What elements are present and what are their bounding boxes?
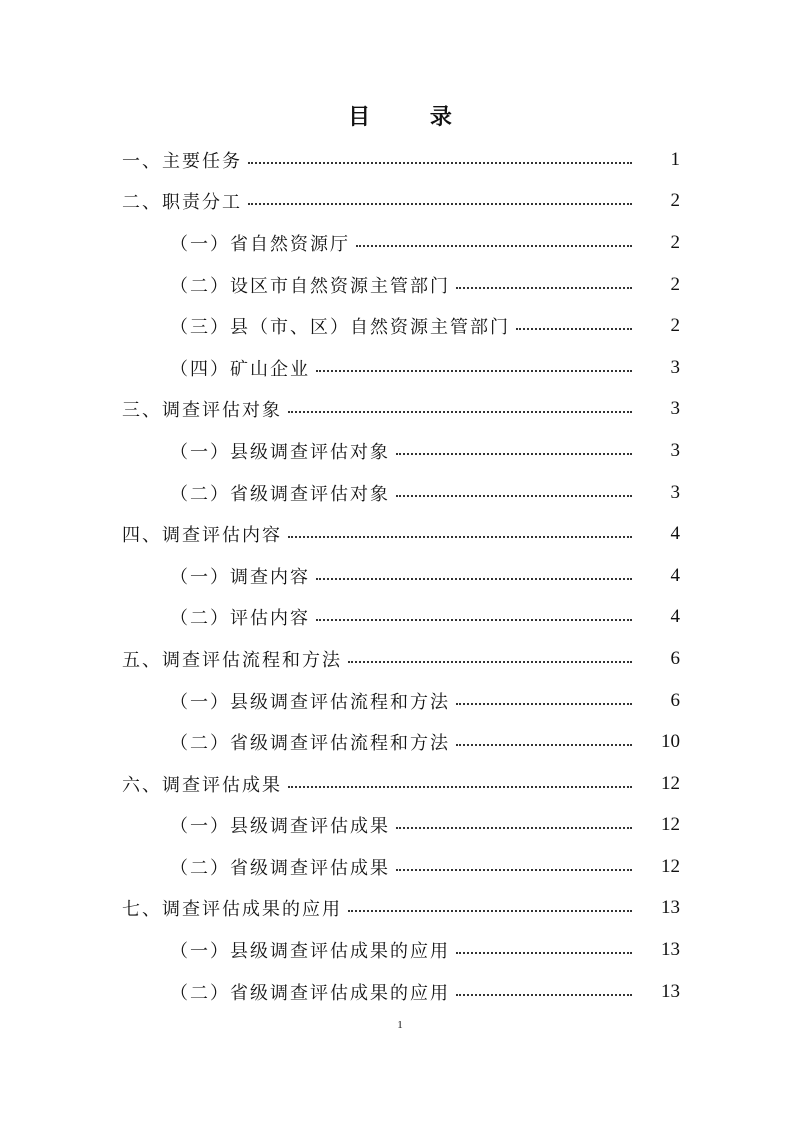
toc-entry-label: 七、调查评估成果的应用	[122, 899, 342, 921]
toc-entry-label: （一）县级调查评估流程和方法	[170, 691, 450, 713]
toc-entry-label: （二）省级调查评估成果的应用	[170, 982, 450, 1004]
toc-entry[interactable]	[0, 805, 800, 847]
toc-entry-label: （二）评估内容	[170, 608, 310, 630]
toc-entry[interactable]	[0, 971, 800, 1013]
dot-leader	[348, 661, 632, 663]
toc-entry-page: 12	[661, 772, 680, 794]
toc-entry-label: （二）省级调查评估成果	[170, 857, 390, 879]
toc-entry-label: （一）省自然资源厅	[170, 233, 350, 255]
dot-leader	[348, 910, 632, 912]
dot-leader	[396, 827, 632, 829]
dot-leader	[248, 162, 632, 164]
dot-leader	[288, 786, 632, 788]
dot-leader	[356, 245, 632, 247]
toc-entry-label: 二、职责分工	[122, 192, 242, 214]
toc-entry[interactable]	[0, 888, 800, 930]
toc-title: 目 录	[348, 104, 478, 130]
toc-entry-page: 1	[670, 148, 680, 170]
dot-leader	[456, 744, 632, 746]
dot-leader	[316, 578, 632, 580]
toc-entry-page: 10	[661, 731, 680, 753]
toc-entry-page: 2	[670, 273, 680, 295]
page-number: 1	[397, 1019, 403, 1031]
toc-entry-page: 4	[670, 564, 680, 586]
toc-entry-page: 4	[670, 523, 680, 545]
dot-leader	[396, 453, 632, 455]
toc-entry[interactable]	[0, 389, 800, 431]
toc-entry-label: 三、调查评估对象	[122, 400, 282, 422]
dot-leader	[456, 703, 632, 705]
toc-entry-page: 4	[670, 606, 680, 628]
toc-list	[0, 139, 800, 1012]
toc-entry[interactable]	[0, 680, 800, 722]
dot-leader	[456, 952, 632, 954]
toc-entry-label: （四）矿山企业	[170, 358, 310, 380]
toc-entry[interactable]	[0, 513, 800, 555]
toc-entry[interactable]	[0, 846, 800, 888]
dot-leader	[288, 411, 632, 413]
dot-leader	[396, 495, 632, 497]
toc-entry-label: （一）县级调查评估成果	[170, 816, 390, 838]
dot-leader	[456, 994, 632, 996]
dot-leader	[516, 328, 632, 330]
toc-entry[interactable]	[0, 638, 800, 680]
toc-entry-label: （三）县（市、区）自然资源主管部门	[170, 317, 510, 339]
toc-entry[interactable]	[0, 139, 800, 181]
toc-entry[interactable]	[0, 222, 800, 264]
dot-leader	[456, 287, 632, 289]
toc-entry-page: 6	[670, 647, 680, 669]
dot-leader	[396, 869, 632, 871]
dot-leader	[316, 370, 632, 372]
toc-entry-label: （一）县级调查评估对象	[170, 441, 390, 463]
toc-entry[interactable]	[0, 347, 800, 389]
toc-entry-label: （二）省级调查评估流程和方法	[170, 733, 450, 755]
toc-entry-label: （二）设区市自然资源主管部门	[170, 275, 450, 297]
toc-entry-label: 四、调查评估内容	[122, 525, 282, 547]
toc-entry-page: 13	[661, 980, 680, 1002]
toc-entry[interactable]	[0, 305, 800, 347]
toc-entry-page: 6	[670, 689, 680, 711]
toc-entry-page: 3	[670, 481, 680, 503]
toc-entry[interactable]	[0, 721, 800, 763]
toc-entry-page: 13	[661, 939, 680, 961]
toc-entry[interactable]	[0, 472, 800, 514]
toc-entry-label: 五、调查评估流程和方法	[122, 649, 342, 671]
dot-leader	[288, 536, 632, 538]
toc-entry-page: 3	[670, 398, 680, 420]
toc-entry-label: （二）省级调查评估对象	[170, 483, 390, 505]
dot-leader	[316, 619, 632, 621]
toc-entry[interactable]	[0, 929, 800, 971]
toc-entry-label: 六、调查评估成果	[122, 774, 282, 796]
toc-entry-label: （一）县级调查评估成果的应用	[170, 941, 450, 963]
toc-entry-page: 2	[670, 231, 680, 253]
toc-entry-page: 2	[670, 190, 680, 212]
toc-entry-label: 一、主要任务	[122, 150, 242, 172]
toc-entry-page: 2	[670, 315, 680, 337]
toc-entry-page: 12	[661, 814, 680, 836]
dot-leader	[248, 203, 632, 205]
toc-entry[interactable]	[0, 264, 800, 306]
toc-entry[interactable]	[0, 181, 800, 223]
toc-entry-page: 3	[670, 356, 680, 378]
toc-entry-page: 3	[670, 439, 680, 461]
toc-entry[interactable]	[0, 597, 800, 639]
toc-entry[interactable]	[0, 763, 800, 805]
toc-entry-label: （一）调查内容	[170, 566, 310, 588]
toc-entry[interactable]	[0, 430, 800, 472]
toc-entry[interactable]	[0, 555, 800, 597]
toc-entry-page: 13	[661, 897, 680, 919]
toc-entry-page: 12	[661, 855, 680, 877]
